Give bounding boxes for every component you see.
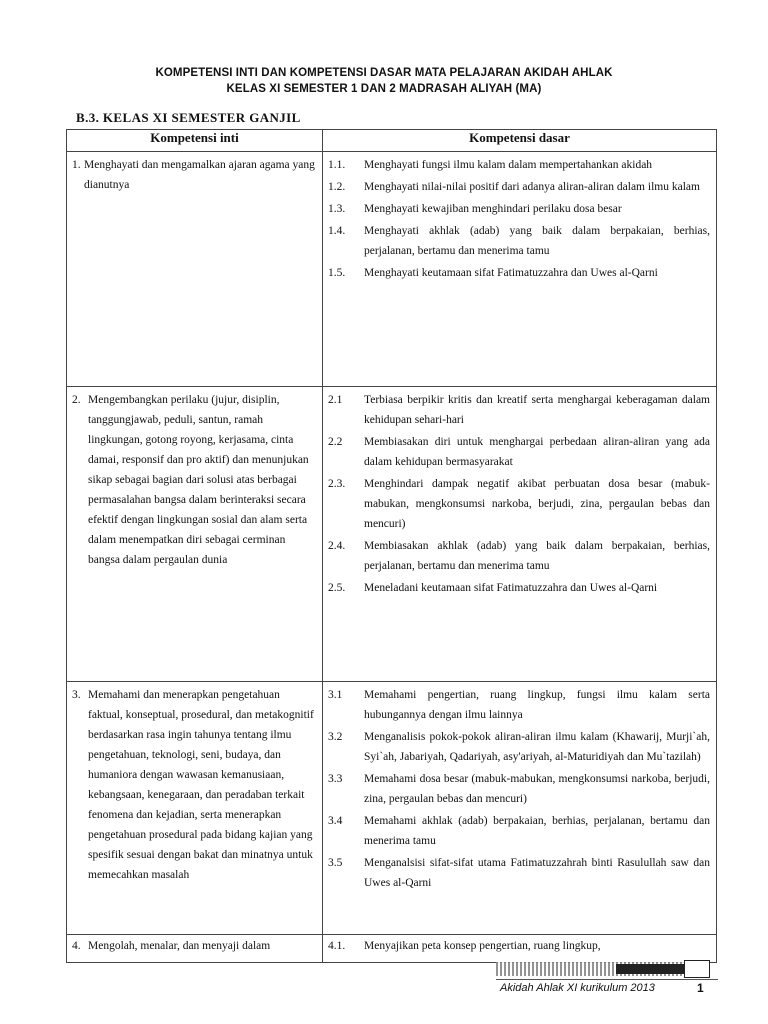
kd-number: 2.2 xyxy=(328,436,343,448)
document-title-line-2: KELAS XI SEMESTER 1 DAN 2 MADRASAH ALIYAH (MA) xyxy=(226,83,542,95)
kd-item xyxy=(328,199,710,219)
ki-number: 4. xyxy=(72,940,81,952)
kd-text: Menghayati nilai-nilai positif dari adanya aliran-aliran dalam ilmu kalam xyxy=(364,181,700,193)
kd-item xyxy=(328,853,710,893)
footer-text: Akidah Ahlak XI kurikulum 2013 xyxy=(500,982,655,994)
ki-item xyxy=(72,936,316,956)
kd-number: 1.2. xyxy=(328,181,346,193)
kd-number: 3.4 xyxy=(328,815,343,827)
kd-text: Menghayati kewajiban menghindari perilaku dosa besar xyxy=(364,203,622,215)
document-title-line-1: KOMPETENSI INTI DAN KOMPETENSI DASAR MATA PELAJARAN AKIDAH AHLAK xyxy=(155,67,613,79)
kd-text: Membiasakan diri untuk menghargai perbedaan aliran-aliran yang ada dalam kehidupan bermasyarakat xyxy=(364,436,710,468)
ki-text: Memahami dan menerapkan pengetahuan faktual, konseptual, prosedural, dan metakognitif berdasarkan rasa ingin tahunya tentang ilmu pengetahuan, teknologi, seni, budaya, dan humaniora dengan wawasan kemanusiaan, kebangsaan, kenegaraan, dan peradaban terkait fenomena dan kejadian, serta menerapkan pengetahuan prosedural pada bidang kajian yang spesifik sesuai dengan bakat dan minatnya untuk memecahkan masalah xyxy=(88,689,314,881)
kd-item xyxy=(328,578,710,598)
ki-cell xyxy=(67,682,323,935)
kd-item xyxy=(328,536,710,576)
kd-number: 4.1. xyxy=(328,940,346,952)
kd-item xyxy=(328,769,710,809)
ki-number: 3. xyxy=(72,689,81,701)
kd-text: Menghindari dampak negatif akibat perbuatan dosa besar (mabuk-mabukan, mengkonsumsi narkoba, berjudi, zina, pergaulan bebas dan mencuri) xyxy=(364,478,710,530)
kd-item xyxy=(328,177,710,197)
kd-text: Terbiasa berpikir kritis dan kreatif serta menghargai keberagaman dalam kehidupan sehari-hari xyxy=(364,394,710,426)
footer-solid-bar xyxy=(616,964,686,974)
kd-item xyxy=(328,221,710,261)
kd-number: 3.3 xyxy=(328,773,343,785)
kd-text: Memahami pengertian, ruang lingkup, fungsi ilmu kalam serta hubungannya dengan ilmu lainnya xyxy=(364,689,710,721)
kd-text: Menghayati keutamaan sifat Fatimatuzzahra dan Uwes al-Qarni xyxy=(364,267,658,279)
kd-item xyxy=(328,811,710,851)
kd-item xyxy=(328,474,710,534)
kd-item xyxy=(328,936,710,956)
kd-item xyxy=(328,685,710,725)
ki-item xyxy=(72,155,316,195)
ki-cell xyxy=(67,152,323,387)
header-kompetensi-dasar: Kompetensi dasar xyxy=(323,130,717,152)
kd-text: Menganalisis pokok-pokok aliran-aliran ilmu kalam (Khawarij, Murji`ah, Syi`ah, Jabariyah, Qadariyah, asy'ariyah, al-Maturidiyah dan Mu`tazilah) xyxy=(364,731,710,763)
ki-text: Menghayati dan mengamalkan ajaran agama yang dianutnya xyxy=(84,159,315,191)
kd-text: Menghayati akhlak (adab) yang baik dalam berpakaian, berhias, perjalanan, bertamu dan menerima tamu xyxy=(364,225,710,257)
kd-item xyxy=(328,263,710,283)
section-heading: B.3. KELAS XI SEMESTER GANJIL xyxy=(76,110,301,125)
ki-cell xyxy=(67,387,323,682)
kd-text: Menghayati fungsi ilmu kalam dalam mempertahankan akidah xyxy=(364,159,653,171)
kd-text: Memahami akhlak (adab) berpakaian, berhias, perjalanan, bertamu dan menerima tamu xyxy=(364,815,710,847)
footer-divider xyxy=(496,979,718,980)
kd-cell xyxy=(323,935,717,963)
kd-number: 3.1 xyxy=(328,689,343,701)
kd-text: Menyajikan peta konsep pengertian, ruang lingkup, xyxy=(364,940,601,952)
ki-text: Mengolah, menalar, dan menyaji dalam xyxy=(88,940,271,952)
ki-number: 2. xyxy=(72,394,81,406)
kd-item xyxy=(328,432,710,472)
kd-item xyxy=(328,155,710,175)
table-row xyxy=(67,152,717,387)
ki-number: 1. xyxy=(72,159,81,171)
footer-decoration xyxy=(496,962,710,976)
table-header-row xyxy=(67,130,717,152)
kd-cell xyxy=(323,682,717,935)
kd-text: Membiasakan akhlak (adab) yang baik dalam berpakaian, berhias, perjalanan, bertamu dan menerima tamu xyxy=(364,540,710,572)
competency-table xyxy=(66,129,717,963)
kd-number: 3.2 xyxy=(328,731,343,743)
kd-cell xyxy=(323,387,717,682)
kd-number: 2.1 xyxy=(328,394,343,406)
ki-cell xyxy=(67,935,323,963)
kd-number: 1.3. xyxy=(328,203,346,215)
table-row xyxy=(67,387,717,682)
page-number: 1 xyxy=(697,981,704,995)
kd-number: 3.5 xyxy=(328,857,343,869)
ki-text: Mengembangkan perilaku (jujur, disiplin, tanggungjawab, peduli, santun, ramah lingkungan, gotong royong, kerjasama, cinta damai, responsif dan pro aktif) dan menunjukan sikap sebagai bagian dari solusi atas berbagai permasalahan bangsa dalam berinteraksi secara efektif dengan lingkungan sosial dan alam serta dalam menempatkan diri sebagai cerminan bangsa dalam pergaulan dunia xyxy=(88,394,309,566)
header-kompetensi-inti: Kompetensi inti xyxy=(67,130,323,152)
kd-number: 2.5. xyxy=(328,582,346,594)
table-row xyxy=(67,682,717,935)
kd-number: 2.3. xyxy=(328,478,346,490)
footer-box xyxy=(684,960,710,978)
kd-item xyxy=(328,727,710,767)
table-row xyxy=(67,935,717,963)
kd-item xyxy=(328,390,710,430)
kd-number: 2.4. xyxy=(328,540,346,552)
kd-number: 1.1. xyxy=(328,159,346,171)
kd-cell xyxy=(323,152,717,387)
kd-text: Menganalsisi sifat-sifat utama Fatimatuzzahrah binti Rasulullah saw dan Uwes al-Qarni xyxy=(364,857,710,889)
ki-item xyxy=(72,685,316,885)
kd-number: 1.5. xyxy=(328,267,346,279)
ki-item xyxy=(72,390,316,570)
kd-text: Meneladani keutamaan sifat Fatimatuzzahra dan Uwes al-Qarni xyxy=(364,582,658,594)
kd-number: 1.4. xyxy=(328,225,346,237)
kd-text: Memahami dosa besar (mabuk-mabukan, mengkonsumsi narkoba, berjudi, zina, pergaulan bebas dan mencuri) xyxy=(364,773,710,805)
